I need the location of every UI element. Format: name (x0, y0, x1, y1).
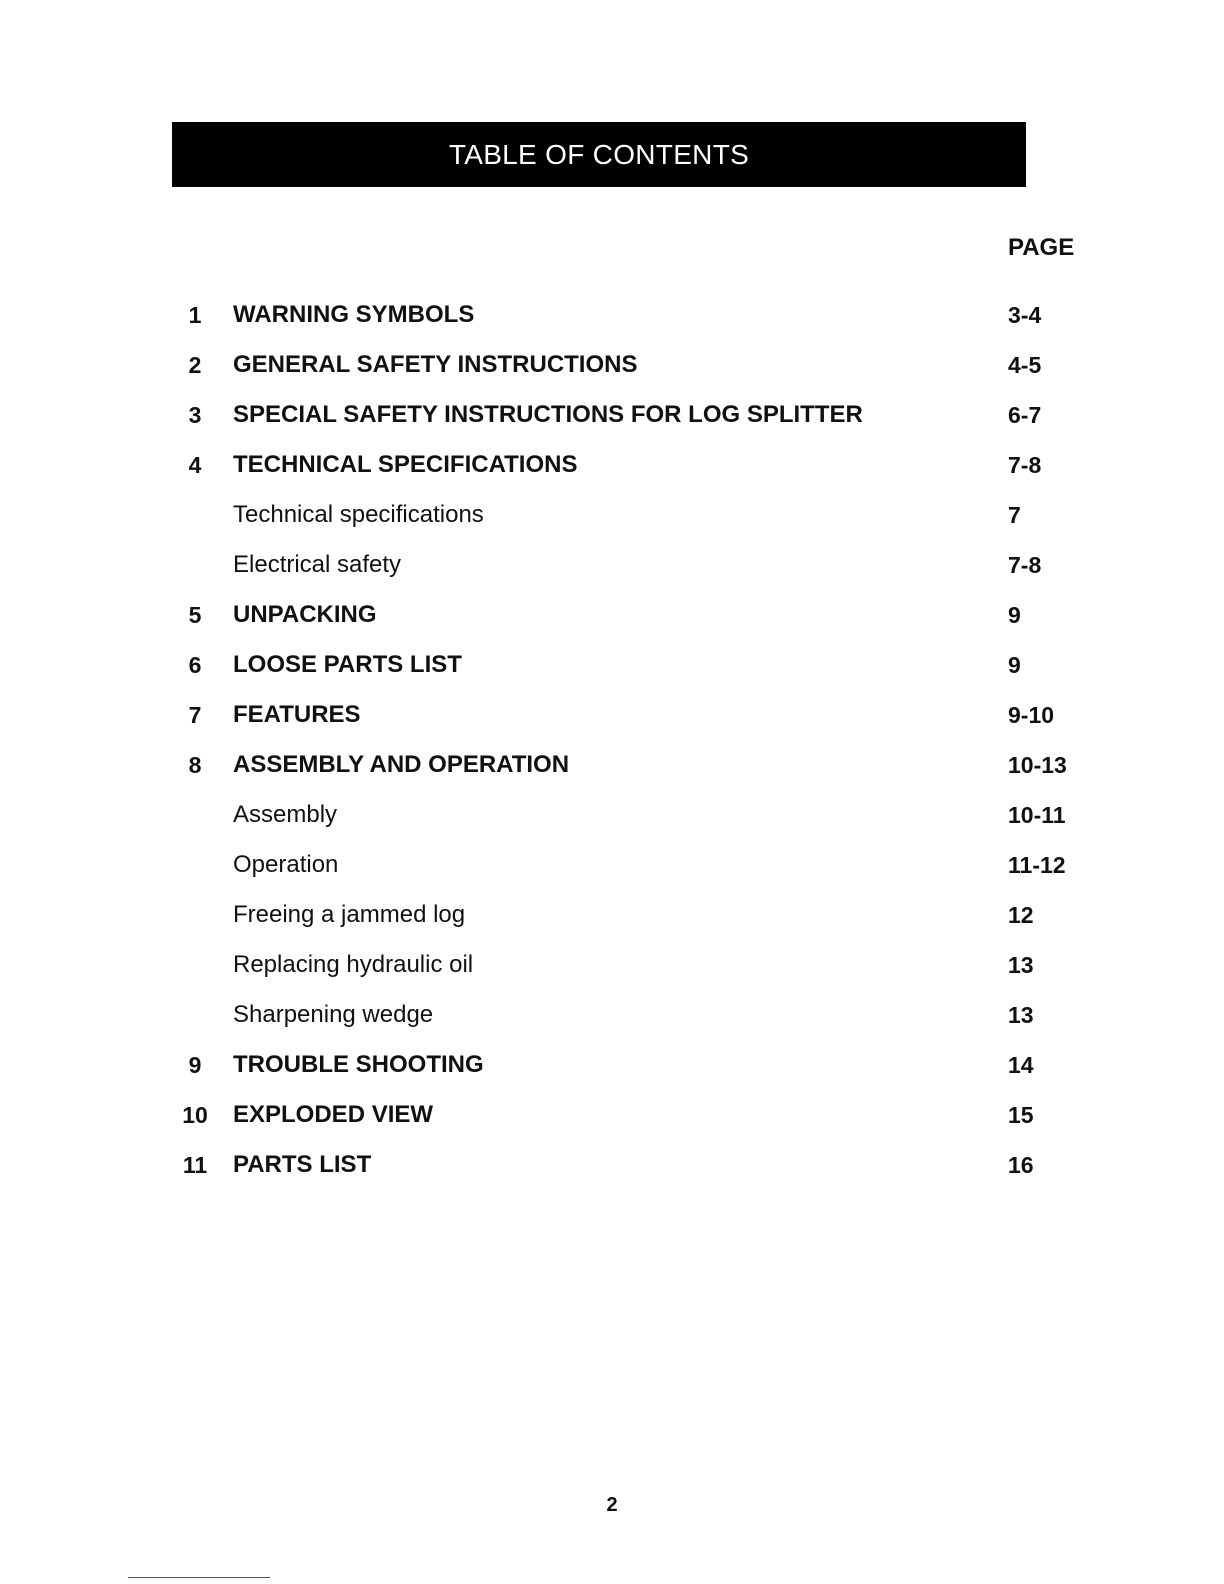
toc-entry-title: UNPACKING (233, 601, 377, 628)
toc-entry[interactable] (0, 695, 1224, 735)
toc-subentry[interactable] (0, 495, 1224, 535)
toc-entry-page: 4-5 (1008, 352, 1042, 378)
toc-entry[interactable] (0, 445, 1224, 485)
toc-subentry-title: Technical specifications (233, 501, 484, 528)
toc-entry[interactable] (0, 1045, 1224, 1085)
toc-subentry-title: Assembly (233, 801, 338, 828)
toc-entry-title: TECHNICAL SPECIFICATIONS (233, 451, 578, 478)
toc-entry-title: FEATURES (233, 701, 361, 728)
toc-entry-title: TROUBLE SHOOTING (233, 1051, 484, 1078)
toc-entry-page: 9 (1008, 602, 1021, 628)
toc-entry[interactable] (0, 595, 1224, 635)
toc-subentry[interactable] (0, 995, 1224, 1035)
toc-entry[interactable] (0, 345, 1224, 385)
toc-entry-page: 7-8 (1008, 452, 1042, 478)
toc-subentry[interactable] (0, 895, 1224, 935)
toc-entry-page: 9 (1008, 652, 1021, 678)
toc-entry[interactable] (0, 1145, 1224, 1185)
toc-entry-number: 6 (188, 652, 202, 678)
toc-entry-title: WARNING SYMBOLS (233, 301, 475, 328)
footer-divider (128, 1577, 270, 1578)
toc-entry[interactable] (0, 295, 1224, 335)
toc-entry-page: 3-4 (1008, 302, 1042, 328)
toc-subentry-page: 13 (1008, 1002, 1034, 1028)
toc-entry-title: EXPLODED VIEW (233, 1101, 434, 1128)
toc-entry-number: 7 (188, 702, 202, 728)
toc-subentry-title: Electrical safety (233, 551, 402, 578)
toc-subentry[interactable] (0, 795, 1224, 835)
toc-heading-banner (172, 122, 1026, 187)
toc-subentry-page: 7 (1008, 502, 1021, 528)
toc-entry-page: 15 (1008, 1102, 1034, 1128)
toc-entry[interactable] (0, 645, 1224, 685)
toc-entry-page: 6-7 (1008, 402, 1042, 428)
toc-entry-number: 8 (188, 752, 202, 778)
page-column-header: PAGE (1008, 234, 1075, 261)
toc-entry-page: 14 (1008, 1052, 1034, 1078)
toc-subentry-page: 10-11 (1008, 802, 1066, 828)
toc-entry-number: 5 (188, 602, 202, 628)
toc-subentry[interactable] (0, 945, 1224, 985)
toc-entry-number: 11 (182, 1152, 208, 1178)
toc-entry-number: 2 (188, 352, 202, 378)
toc-entry-title: LOOSE PARTS LIST (233, 651, 462, 678)
toc-heading: TABLE OF CONTENTS (448, 138, 750, 170)
toc-entry[interactable] (0, 395, 1224, 435)
toc-subentry-title: Replacing hydraulic oil (233, 951, 474, 978)
toc-entry-title: PARTS LIST (233, 1151, 372, 1178)
page-number: 2 (606, 1494, 618, 1516)
toc-entry-title: SPECIAL SAFETY INSTRUCTIONS FOR LOG SPLITTER (233, 401, 863, 428)
toc-subentry-title: Sharpening wedge (233, 1001, 434, 1028)
toc-entry[interactable] (0, 745, 1224, 785)
toc-subentry-title: Freeing a jammed log (233, 901, 466, 928)
toc-subentry-title: Operation (233, 851, 339, 878)
toc-entry-title: GENERAL SAFETY INSTRUCTIONS (233, 351, 638, 378)
toc-subentry[interactable] (0, 545, 1224, 585)
toc-entry[interactable] (0, 1095, 1224, 1135)
toc-subentry-page: 12 (1008, 902, 1034, 928)
toc-entry-page: 9-10 (1008, 702, 1055, 728)
toc-entry-number: 10 (182, 1102, 208, 1128)
toc-entry-number: 9 (188, 1052, 202, 1078)
toc-subentry-page: 13 (1008, 952, 1034, 978)
toc-subentry[interactable] (0, 845, 1224, 885)
toc-entry-number: 1 (188, 302, 202, 328)
toc-subentry-page: 7-8 (1008, 552, 1042, 578)
toc-entry-page: 16 (1008, 1152, 1034, 1178)
toc-entry-number: 4 (188, 452, 202, 478)
toc-entry-number: 3 (188, 402, 202, 428)
toc-entry-title: ASSEMBLY AND OPERATION (233, 751, 570, 778)
toc-entry-page: 10-13 (1008, 752, 1067, 778)
toc-subentry-page: 11-12 (1008, 852, 1066, 878)
